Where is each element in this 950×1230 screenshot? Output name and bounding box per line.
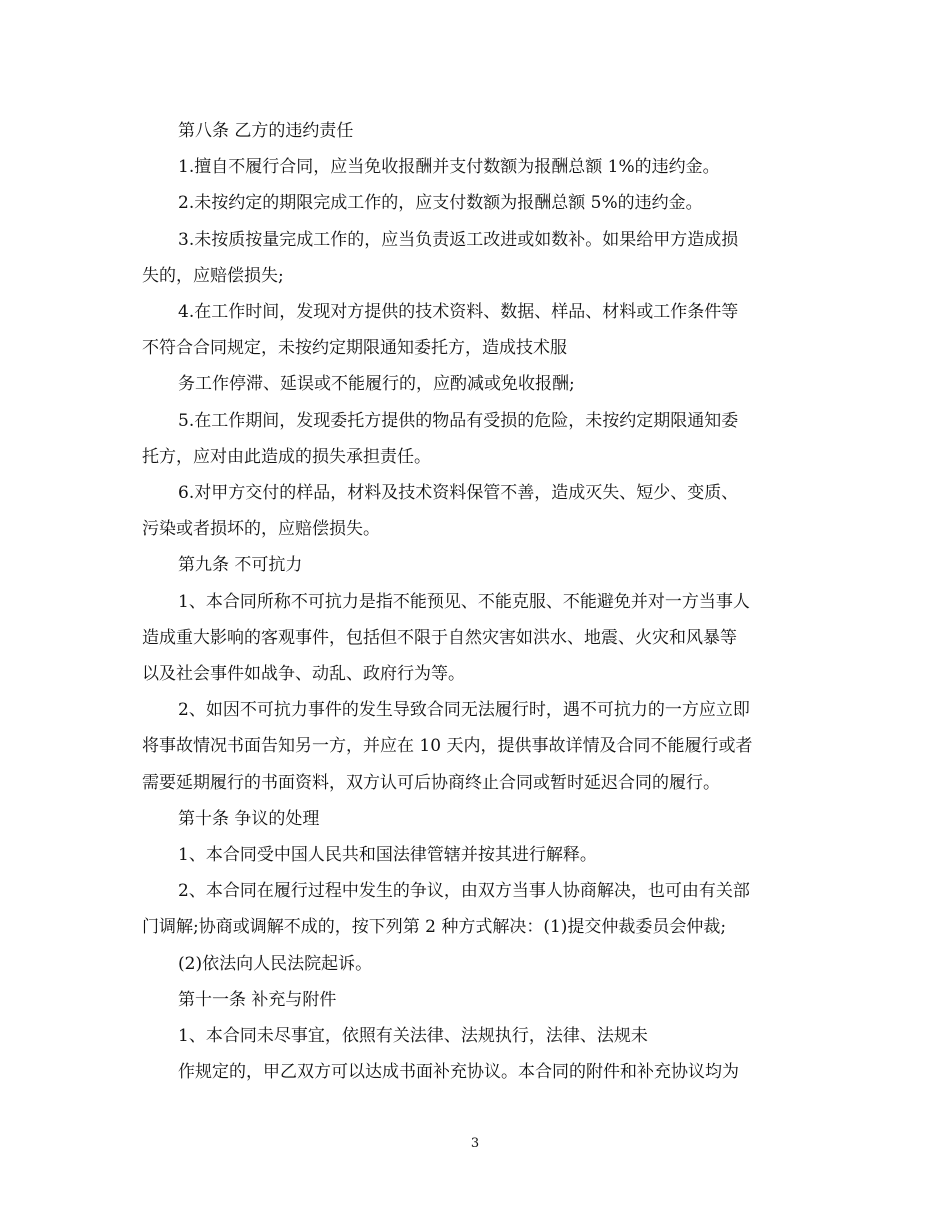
text-line: 6.对甲方交付的样品，材料及技术资料保管不善，造成灭失、短少、变质、 — [178, 483, 739, 504]
text-line: 3.未按质按量完成工作的，应当负责返工改进或如数补。如果给甲方造成损 — [178, 229, 739, 250]
text-line: 务工作停滞、延误或不能履行的，应酌减或免收报酬; — [178, 374, 575, 395]
text-line: 不符合合同规定，未按约定期限通知委托方，造成技术服 — [142, 338, 567, 359]
text-line: 1.擅自不履行合同，应当免收报酬并支付数额为报酬总额 1%的违约金。 — [178, 157, 720, 178]
text-line: 第十条 争议的处理 — [178, 808, 320, 829]
text-line: (2)依法向人民法院起诉。 — [178, 953, 373, 974]
text-line: 门调解;协商或调解不成的，按下列第 2 种方式解决：(1)提交仲裁委员会仲裁; — [142, 917, 727, 938]
text-line: 污染或者损坏的，应赔偿损失。 — [142, 519, 380, 540]
text-line: 第九条 不可抗力 — [178, 555, 303, 576]
document-body — [142, 113, 808, 1090]
text-line: 托方，应对由此造成的损失承担责任。 — [142, 446, 431, 467]
text-line: 1、本合同所称不可抗力是指不能预见、不能克服、不能避免并对一方当事人 — [178, 591, 750, 612]
page-number: 3 — [470, 1136, 480, 1151]
text-line: 2、如因不可抗力事件的发生导致合同无法履行时，遇不可抗力的一方应立即 — [178, 700, 750, 721]
text-line: 5.在工作期间，发现委托方提供的物品有受损的危险，未按约定期限通知委 — [178, 410, 739, 431]
text-line: 1、本合同未尽事宜，依照有关法律、法规执行，法律、法规未 — [178, 1026, 648, 1047]
text-line: 造成重大影响的客观事件，包括但不限于自然灾害如洪水、地震、火灾和风暴等 — [142, 627, 737, 648]
text-line: 4.在工作时间，发现对方提供的技术资料、数据、样品、材料或工作条件等 — [178, 302, 739, 323]
text-line: 2.未按约定的期限完成工作的，应支付数额为报酬总额 5%的违约金。 — [178, 193, 703, 214]
text-line: 第八条 乙方的违约责任 — [178, 121, 354, 141]
text-line: 2、本合同在履行过程中发生的争议，由双方当事人协商解决，也可由有关部 — [178, 881, 750, 902]
text-line: 以及社会事件如战争、动乱、政府行为等。 — [142, 664, 465, 685]
text-line: 需要延期履行的书面资料，双方认可后协商终止合同或暂时延迟合同的履行。 — [142, 772, 720, 793]
text-line: 第十一条 补充与附件 — [178, 989, 337, 1010]
text-line: 1、本合同受中国人民共和国法律管辖并按其进行解释。 — [178, 845, 597, 866]
text-line: 作规定的，甲乙双方可以达成书面补充协议。本合同的附件和补充协议均为 — [178, 1062, 739, 1083]
text-line: 失的，应赔偿损失; — [142, 265, 284, 286]
text-line: 将事故情况书面告知另一方，并应在 10 天内，提供事故详情及合同不能履行或者 — [142, 736, 753, 757]
